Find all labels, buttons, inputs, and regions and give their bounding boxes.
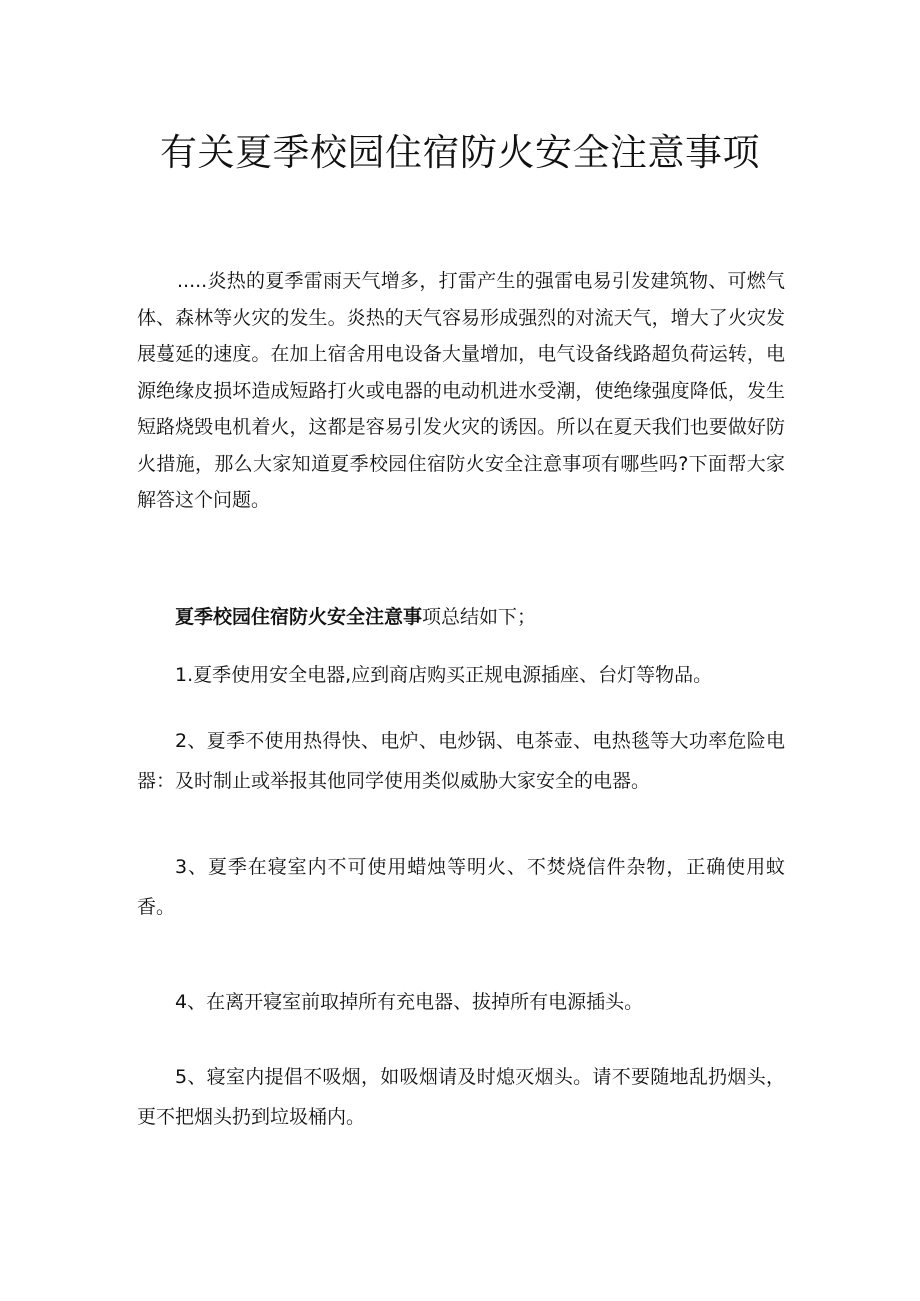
list-item: 5、寝室内提倡不吸烟，如吸烟请及时熄灭烟头。请不要随地乱扔烟头，更不把烟头扔到垃圾桶内。: [137, 1066, 785, 1128]
list-item: 1.夏季使用安全电器,应到商店购买正规电源插座、台灯等物品。: [175, 664, 713, 686]
list-item: 2、夏季不使用热得快、电炉、电炒锅、电茶壶、电热毯等大功率危险电器：及时制止或举报其他同学使用类似威胁大家安全的电器。: [137, 730, 785, 792]
summary-heading: [137, 602, 785, 632]
document-title: 有关夏季校园住宿防火安全注意事项: [160, 131, 760, 174]
list-item: 4、在离开寝室前取掉所有充电器、拔掉所有电源插头。: [175, 991, 644, 1013]
summary-rest-text: 项总结如下；: [422, 606, 537, 628]
summary-bold-text: 夏季校园住宿防火安全注意事: [175, 606, 423, 628]
list-item: 3、夏季在寝室内不可使用蜡烛等明火、不焚烧信件杂物，正确使用蚊香。: [137, 856, 785, 918]
intro-paragraph: .....炎热的夏季雷雨天气增多，打雷产生的强雷电易引发建筑物、可燃气体、森林等火灾的发生。炎热的天气容易形成强烈的对流天气，增大了火灾发展蔓延的速度。在加上宿舍用电设备大量增加，电气设备线路超负荷运转，电源绝缘皮损坏造成短路打火或电器的电动机进水受潮，使绝缘强度降低，发生短路烧毁电机着火，这都是容易引发火灾的诱因。所以在夏天我们也要做好防火措施，那么大家知道夏季校园住宿防火安全注意事项有哪些吗?下面帮大家解答这个问题。: [137, 270, 785, 511]
